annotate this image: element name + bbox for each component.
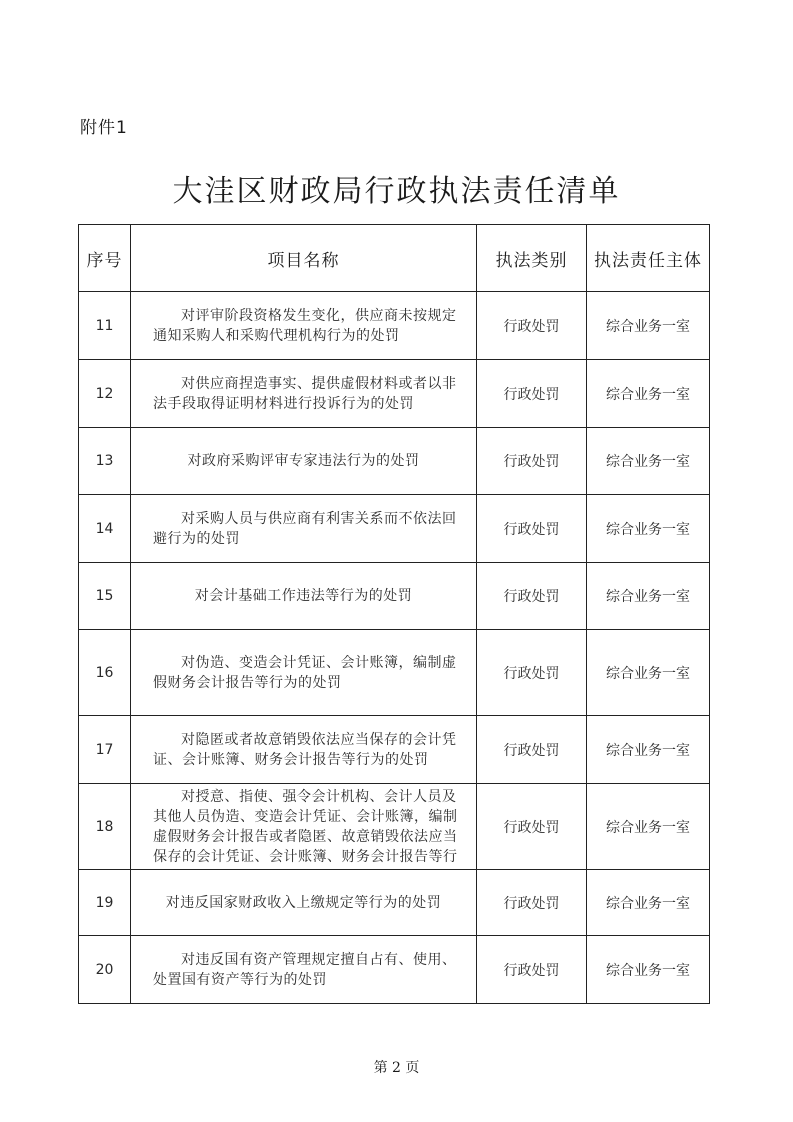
table-row (79, 360, 710, 428)
table-row (79, 292, 710, 360)
row-type: 行政处罚 (477, 784, 587, 870)
row-no: 12 (79, 360, 131, 428)
row-type: 行政处罚 (477, 495, 587, 563)
header-type: 执法类别 (477, 225, 587, 292)
row-no: 13 (79, 428, 131, 495)
attachment-label: 附件1 (80, 118, 128, 138)
row-type: 行政处罚 (477, 716, 587, 784)
header-no: 序号 (79, 225, 131, 292)
responsibility-table (78, 224, 710, 1004)
table-row (79, 784, 710, 870)
page-number: 第 2 页 (373, 1060, 420, 1076)
row-no: 17 (79, 716, 131, 784)
row-name: 对违反国家财政收入上缴规定等行为的处罚 (165, 894, 442, 911)
row-type: 行政处罚 (477, 563, 587, 630)
row-name: 对隐匿或者故意销毁依法应当保存的会计凭证、会计账簿、财务会计报告等行为的处罚 (153, 731, 457, 768)
row-name: 对采购人员与供应商有利害关系而不依法回避行为的处罚 (153, 510, 457, 547)
row-type: 行政处罚 (477, 630, 587, 716)
row-name: 对授意、指使、强令会计机构、会计人员及其他人员伪造、变造会计凭证、会计账簿，编制虚假财务会计报告或者隐匿、故意销毁依法应当保存的会计凭证、会计账簿、财务会计报告等行 (153, 788, 458, 865)
header-name: 项目名称 (131, 225, 477, 292)
row-unit: 综合业务一室 (587, 563, 710, 630)
row-type: 行政处罚 (477, 292, 587, 360)
table-row (79, 563, 710, 630)
row-unit: 综合业务一室 (587, 870, 710, 936)
row-unit: 综合业务一室 (587, 784, 710, 870)
row-no: 11 (79, 292, 131, 360)
row-unit: 综合业务一室 (587, 292, 710, 360)
row-name: 对伪造、变造会计凭证、会计账簿，编制虚假财务会计报告等行为的处罚 (153, 654, 457, 691)
table-body (79, 292, 710, 1004)
table-row (79, 630, 710, 716)
row-name: 对供应商捏造事实、提供虚假材料或者以非法手段取得证明材料进行投诉行为的处罚 (153, 375, 457, 412)
row-no: 14 (79, 495, 131, 563)
row-no: 20 (79, 936, 131, 1004)
row-no: 19 (79, 870, 131, 936)
row-type: 行政处罚 (477, 870, 587, 936)
header-unit: 执法责任主体 (587, 225, 710, 292)
row-name: 对会计基础工作违法等行为的处罚 (194, 588, 413, 604)
table-row (79, 870, 710, 936)
row-type: 行政处罚 (477, 428, 587, 495)
row-name: 对违反国有资产管理规定擅自占有、使用、处置国有资产等行为的处罚 (153, 951, 457, 988)
row-unit: 综合业务一室 (587, 936, 710, 1004)
row-no: 16 (79, 630, 131, 716)
row-unit: 综合业务一室 (587, 428, 710, 495)
row-name: 对政府采购评审专家违法行为的处罚 (187, 453, 420, 469)
row-type: 行政处罚 (477, 360, 587, 428)
row-no: 18 (79, 784, 131, 870)
table-row (79, 495, 710, 563)
table-row (79, 936, 710, 1004)
page-title: 大洼区财政局行政执法责任清单 (172, 174, 621, 209)
row-name: 对评审阶段资格发生变化，供应商未按规定通知采购人和采购代理机构行为的处罚 (153, 307, 457, 344)
row-unit: 综合业务一室 (587, 360, 710, 428)
row-unit: 综合业务一室 (587, 716, 710, 784)
table-row (79, 428, 710, 495)
row-unit: 综合业务一室 (587, 495, 710, 563)
table-row (79, 716, 710, 784)
row-no: 15 (79, 563, 131, 630)
row-type: 行政处罚 (477, 936, 587, 1004)
table-header-row (79, 225, 710, 292)
row-unit: 综合业务一室 (587, 630, 710, 716)
